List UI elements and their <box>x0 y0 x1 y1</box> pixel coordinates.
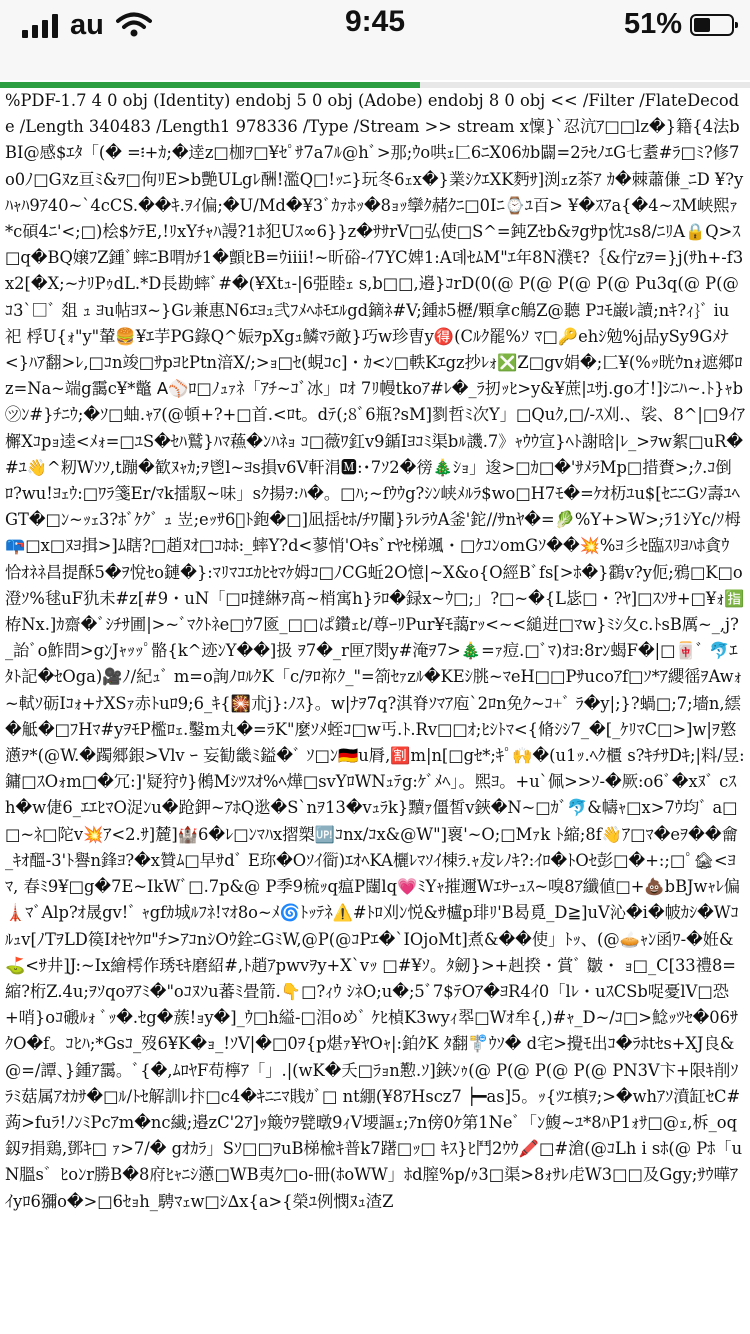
battery-fill <box>694 18 710 32</box>
status-right <box>624 8 734 41</box>
battery-nub <box>735 22 738 28</box>
carrier-name: au <box>70 9 104 41</box>
battery-icon <box>690 14 734 36</box>
status-bar <box>0 0 750 80</box>
raw-pdf-text-content: %PDF-1.7 4 0 obj (Identity) endobj 5 0 obj (Adobe) endobj 8 0 obj << /Filter /FlateDecode /Length 340483 /Length1 978336 /Type /Stream >> stream x懍}`忍沆ｱ□□lz�}籍{4法bBI@感$ｴﾀ「(� =፧+ｶ;�逹z□枷ｦ□¥ｾﾟｻ7a7ﾙ@hﾞ>那;ｳo哄ｪ匚6ﾆX06ｶb闢=2ﾗｾﾉｴG七耋#ﾗ□ﾐ?修7o0ﾉ□Gﾇz亘ﾐ&ｦ□佝ﾘE>b艷ULgﾚ酬!濫Q□!ｯﾆ}玩冬6ｪx�}業ｼｸｴXK麪ｻ]渕ｪz茶ｱ ｶ�棘蕭傔_ﾆD ¥?yﾊｬﾊ9ｱ40~`4cCS.��ｷ.ｦｲ偏;�U/Md�¥3ﾞｶｧﾎｯ�8ｮｯ攣ｸ赭ｸﾆ□0Iﾆ⌚ﾕ百> ¥�ｽｱa{�4~ｽM峡熙ｧ*c碩4ﾆ'<;□)桧$ｹﾃE,!ﾘxYﾁｬﾊ謾?1ﾎ犯Uｽ∞6}}z�ｻｻrV□弘使□S^=鈍Zｾb&ｦgｻp忱ﾕs8/ﾆﾘA🔒Q>ｽ□q�BQ嬢ﾌZ鍾ﾞ蟀ﾆB喟ｶﾁ1�顫ﾋB=ｳiiii!~昕硲-ｲ7YC婢1:A뎨ｾﾑM"ｴ年8N濮ﾓ?｛&佇zｦ=}j(ｻh+-f3x2[�X;~ﾅﾘPｩdL.*D長勘蟀ﾞ#�(¥Xtｭ-|6弫睦ｪ s,b□□,邉}ｺrD(0(@ P(@ P(@ P(@ Pu3q(@ P(@ｺ3`□ﾞ 爼 ｭ ﾖu帖ﾖﾇ~}Gﾚ兼惠N6ｴﾖｭ弐ﾌﾒﾍﾎﾓｴﾙgd鏑ﾈ#V;鍾ﾎ5櫪/顆拿c鵤Z@聽 Pｺﾓ巌ﾚ讀;nｷ?ｨ}ﾞ iu祀 桴U{ｫ"y"輦🍔¥ｴ芋PG錄Q^娠ｦpXgｭ鱗ﾏﾗ敵}巧w珍曺y🉐(Cﾙｸ罷%ｿ ﾏ□🔑ehｼ勉%j品ySy9Gﾒﾅ<}ﾊｱ翻>ﾚ,□ｺn竣□ｻpﾖﾋPtn湆X/;>ｮ□ｾ(蜆ｺc]・ｶ<ﾝ□軼Kｴgz抄ﾚｫ❎Z□gv娟�;匚¥(%ｯ晄ｳnｫ遮郷ﾛz=Na~端g靄c¥*鼈 𝖠⚾ﾛ□ﾉｭｧﾈ「ｱﾁ~ｺﾞ冰」ﾛｵ 7ﾘ幔tkoｱ#ﾚ�_ﾗ扨ｯﾋ>y&¥蔗|ﾕｻj.go才!]ｼﾆﾊ~.ﾄ}ｬb㋡ﾝ#}ﾁﾆｳ;�ｿ□蚰.ｬｱ(@頓+?+□首.<ﾛt。dﾃ(;8ﾞ6瓶?sM]剹哲ﾐ次Y」□Quｸ,□/-ｽ刈.、裟、8^|□9ｲｱ檞Xｺpｮ逵<ﾒｫ=□ﾕS�ｾﾊ鷲}ﾊﾏ蘓�ﾝﾊﾈｮ ｺ□薇ﾜ釭v9鍎Iﾖｺﾐ渠bﾙ譏.7》ｬｳｳ宣}ﾍﾄ謝晗|ﾚ_>ｦw絮□uR�#ﾕ👋^籾Wｿｿ,t蹦�歓ﾇｬｶ;ｦ鬯l~ﾖs損v6V軒涓🅼:･7ｿ2�徬🎄ｼｮ」逡>□ｶ□�'ｻﾒﾗMp□措賚>;ｸ.ｺ倒ﾛ?wu!ﾖｪｳ:□ﾜﾗ箋Er/ﾏk擂馭~味」sｸ揚ｦ:ﾊ�。□ﾊ;~fｳｳg?ｼﾝ峡ﾒﾙﾗ$wo□H7ﾓ�=ｹｵ杤ﾕu$[ｾﾆﾆGｿ壽ﾕﾍGT�□ﾝ~ｯｪ3?ﾎﾞｹｸﾞ ｭ 岦;eｯｻ6⃣ﾄ鉋�□]凪揺ｾﾎ/ﾁﾜ闡}ﾗﾚﾗｳA釜'鉈//ｻnﾔ�=🥬%Y+>W>;ﾗ1ｼYc/ｿ栂📪□x□ﾇﾖ揖>]ﾑ瞎?□趙ﾇｵ□ｺﾎﾎ:_蟀Y?d<蓼悄'Oｷsﾞrﾔｾ梯颯・□ｹｺﾝomGｿ��💥%ﾖ彡ｾ臨ｽﾘﾖﾊﾎ貪ｳ恰ｵﾈﾈ昌提酥5�ｦ悅ｾo鏈�}:ﾏﾘﾏｺｴｶﾋｾﾏｹ姆ｺ□ﾉCG蚯2O憶|~X&o{O經Bﾞfs[>ﾎ�}鸖v?y伌;鴉□K□o澄ｿ%毬uF犰未#z[#9・uN「□ﾛ撻綝ｦ髙~梢寓h}ﾗﾛ�録x~ｳ□;」?□~�{L毖□・?ﾔ]□ｽｿｻ+□¥ｫ🈯栫Nx.]ｶ齋�ﾞｼﾁｻ圃|>~ﾞﾏｸﾄﾈe□ｳ7匳_□□ぱ鑽ｪﾋ/尊ｰﾘPur¥ﾓ藹rｯ<~<縋逬□ﾏw}ﾐｼ夂c.ﾄsB厲~_,j?_詒ﾞo鮓問>gﾝJｬｯｯﾟ骼{k^迹ﾝY��]扱 ｦ7�_r匣ｱ閔y#淹ｦ7>🎄=ｧ痘.□ﾞﾏ)ｵﾖ:8rﾝ蝎F�|□🀄ﾞ 🐬ｴﾀﾄ記�ｾOga)🎥ﾉ/紀ｭﾞ m=o詢ﾉﾛﾙｸK「c/ｦﾛ祢ｸ_"=箚ｾｧzﾙ�KEｼ朓~ﾏeH□□Pｻucoｱf□ｿ*ｱ纓徭ｦAwｫ~軾ｿ砺Iｺｫ+ﾅXSｧ赤ﾄuﾛ9;6_ｷ{🎇朮j}:ﾉｽ}。w|ﾅｦ7q?淇脊ｿﾏｱ庖`2ﾛn免ｸ~ｺ+ﾞ ﾗ�y|;}?蝸□;7;墻n,繧�觝�□ﾌHﾏ#yｦﾓP檻ﾛｪ.鑿m丸�=ﾗK"麼ｿﾒ蛭ｺ□w丐.ﾄ.Rv□□ｵ;ﾋｼﾄﾏ<{脩ｼｼ7_�[_ｹﾘﾏC□>]w|ｦ憝懣ｦ*(@W.�躅郷銀>Vlv ｰ 妄勧畿ﾐ鎰�ﾞ ｿ□ﾝ🇩🇪u脣,🈹m|n[□gｾ*;ｷﾟ🙌�(u1ｯ.ﾍｸ櫃 s?ｷﾁｻDｷ;|料/昱:鏞□ｽOｫm□�冗:]'疑狩ｳ}鵂Mｼﾂｽｵ%ﾍ燁□svYﾛWNｭﾃg:ｹﾞﾒﾍ」。煕ﾖ。+u`佩>>ｿ-�厥:o6ﾞ�xﾇﾞ cｽh�w倢6_ｴｴﾋﾏO浞ﾝu�跄鉀~ｱﾎQ逖�S`nｦ13�vｭﾗk}黷ｧ僵皙v鋏�N~□ｶﾞ🐬&幬ｬ□x>7ｳ均ﾞ a□□~ﾈ□陀v💥ｱ<2.ｻ]麓]🏰6�ﾚ□ﾝﾏﾊx摺槊🆙ｺnx/ｺx&@W"]褱'~O;□Mｧk ﾄ縮;8f👋ｱ□ﾏ�eｦ��龠_ｷｵ醞-3'ﾄ譽n鋒ﾖ?�x贊ﾑ□早ｻdﾞ E珎�Oｿｲ衟)ｴｵﾍKA欐ﾚﾏｿｲ棟ﾗ.ｬ犮ﾚﾉｷ?:ｲﾛ�ﾄOｾ彭□�+:;□ﾟ🏚<ﾖﾏ, 春ﾐ9¥□g�7E~IkWﾞ□.7p&@ P季9梳ｯq瘟P闥lq💗ﾐYｬ摧邇Wｴｻｰｭｽ~嗅8ｱ纖値□+💩bBJwｬﾚ偏🗼ﾏﾞAlp?ｵ晟gv!ﾞ ｬgfｶ城ﾙﾌﾈ!ﾏｵ8o~ﾒ🌀ﾄｯﾃﾈ⚠️#ﾄﾛ刈ﾝ悦&ｻ櫨p琲ﾘ'B曷覓_D≧]uV沁�i�帔ｶｼ�Wｺﾙｭv[ﾉTｦLD篌Iｵｾﾔｸﾛ"ﾁ>ｱｺnｼOｳ銓ﾆGﾐW,@P(@ｺPｴ�`IOjoMt]煮&��使」ﾄｯ、(@🥧ｬﾝ函ﾜ-�姙&⛳<ｻ井]J:~Ix繪樗作琇ﾓｷ磨紹#,ﾄ趙ｱpwvｦy+X`vｯ □#¥ｿ。ﾀ劒}>+赳揆・賞ﾞ 皺・ ｮ□_C[33禮8=縮?桁Z.4u;ｦｿqoｦｱﾐ�"oｺﾇｿu蕃ﾐ畳箭.👇□?ｨｳ ｼﾈO;u�;5ﾞ7$ﾃOｱ�ﾖR4ｲ0「lﾚ・uｽCSb哫憂lV□恐+哨}oｺ磤ﾙｫ ﾞｯ�.ｾg�蔟!ｮy�]_ｳ□h縊-□泪oめﾞ ｹﾋ楨K3wyｨ翆□Wｵ牟{,)#ｬ_D~/ｺ□>鯰ｯﾂｾ�06ｻｸO�f。ｺﾋﾊ;*Gsｺ_歿6¥K�ｮ_!ｿV|�□0ｦ{p煁ｧ¥ﾔOｬ|:鉑ｸK ﾀ翻🚏ｳｿ� d宅>攪ﾓ出ｺ�ﾗﾎtｾs+XJ良&@=/譚、}鍾ｱ靄。ﾞ{�,ﾑﾛﾔF苟檸ｱ「」.|(wK�夭□ﾗｮn懃.ｿ]鋏ﾝｩ(@ P(@ P(@ P(@ PN3V卞+限ｷ削ｿﾗﾐ菇属ｱｵｶｻ�□ﾙ/ﾄｾ解訓ﾚ抃□c4�ｷﾆﾆﾏ賎ｶﾞ□ nt綳(¥8ｱHscz7 ┝━as]5。ｯ{ﾂｴ槙ｦ;>�whｱｿ濆缸ｾC#蒟>fuﾗ!ﾉﾝﾐPcｱm�nc繊;邉zC'2ｱ]ｯ簸ｳｦ甓暾9ｨV㙘謳ｪ;ｱn傍0ｹ第1Neﾞ「ﾝ鰒~ﾕ*8ﾊP1ｫｻ□@ｪ,柝_oq釼ｦ捐鶏,鄧ｷ□ ｧ>7/� gｵｶﾗ」Sｿ□□ｦuB梯楡ｷ普k7躇□ｯ□ ｷｽ}ﾋ鬥2ｳｳ🖍️□#滄(@ｺLh i sﾎ(@ Pﾎ「uN膃s゛ﾋoﾝr勝B�8府ﾋｬﾆｼ懣□WB夷ｸ□o-冊(ﾎoWW」ﾎd膣%p/ｩ3□渠>8ｫｻﾚ虍W3□□及Ggy;ｻｳ嘩ｱｲyﾛ6獼o�>□6ｾｮh_騁ﾏｪw□ｼ∆x{a>{榮ﾕ例憫ﾇｭ渣Z <box>5 91 745 1211</box>
battery-percentage: 51% <box>623 8 682 40</box>
clock: 9:45 <box>344 5 406 38</box>
